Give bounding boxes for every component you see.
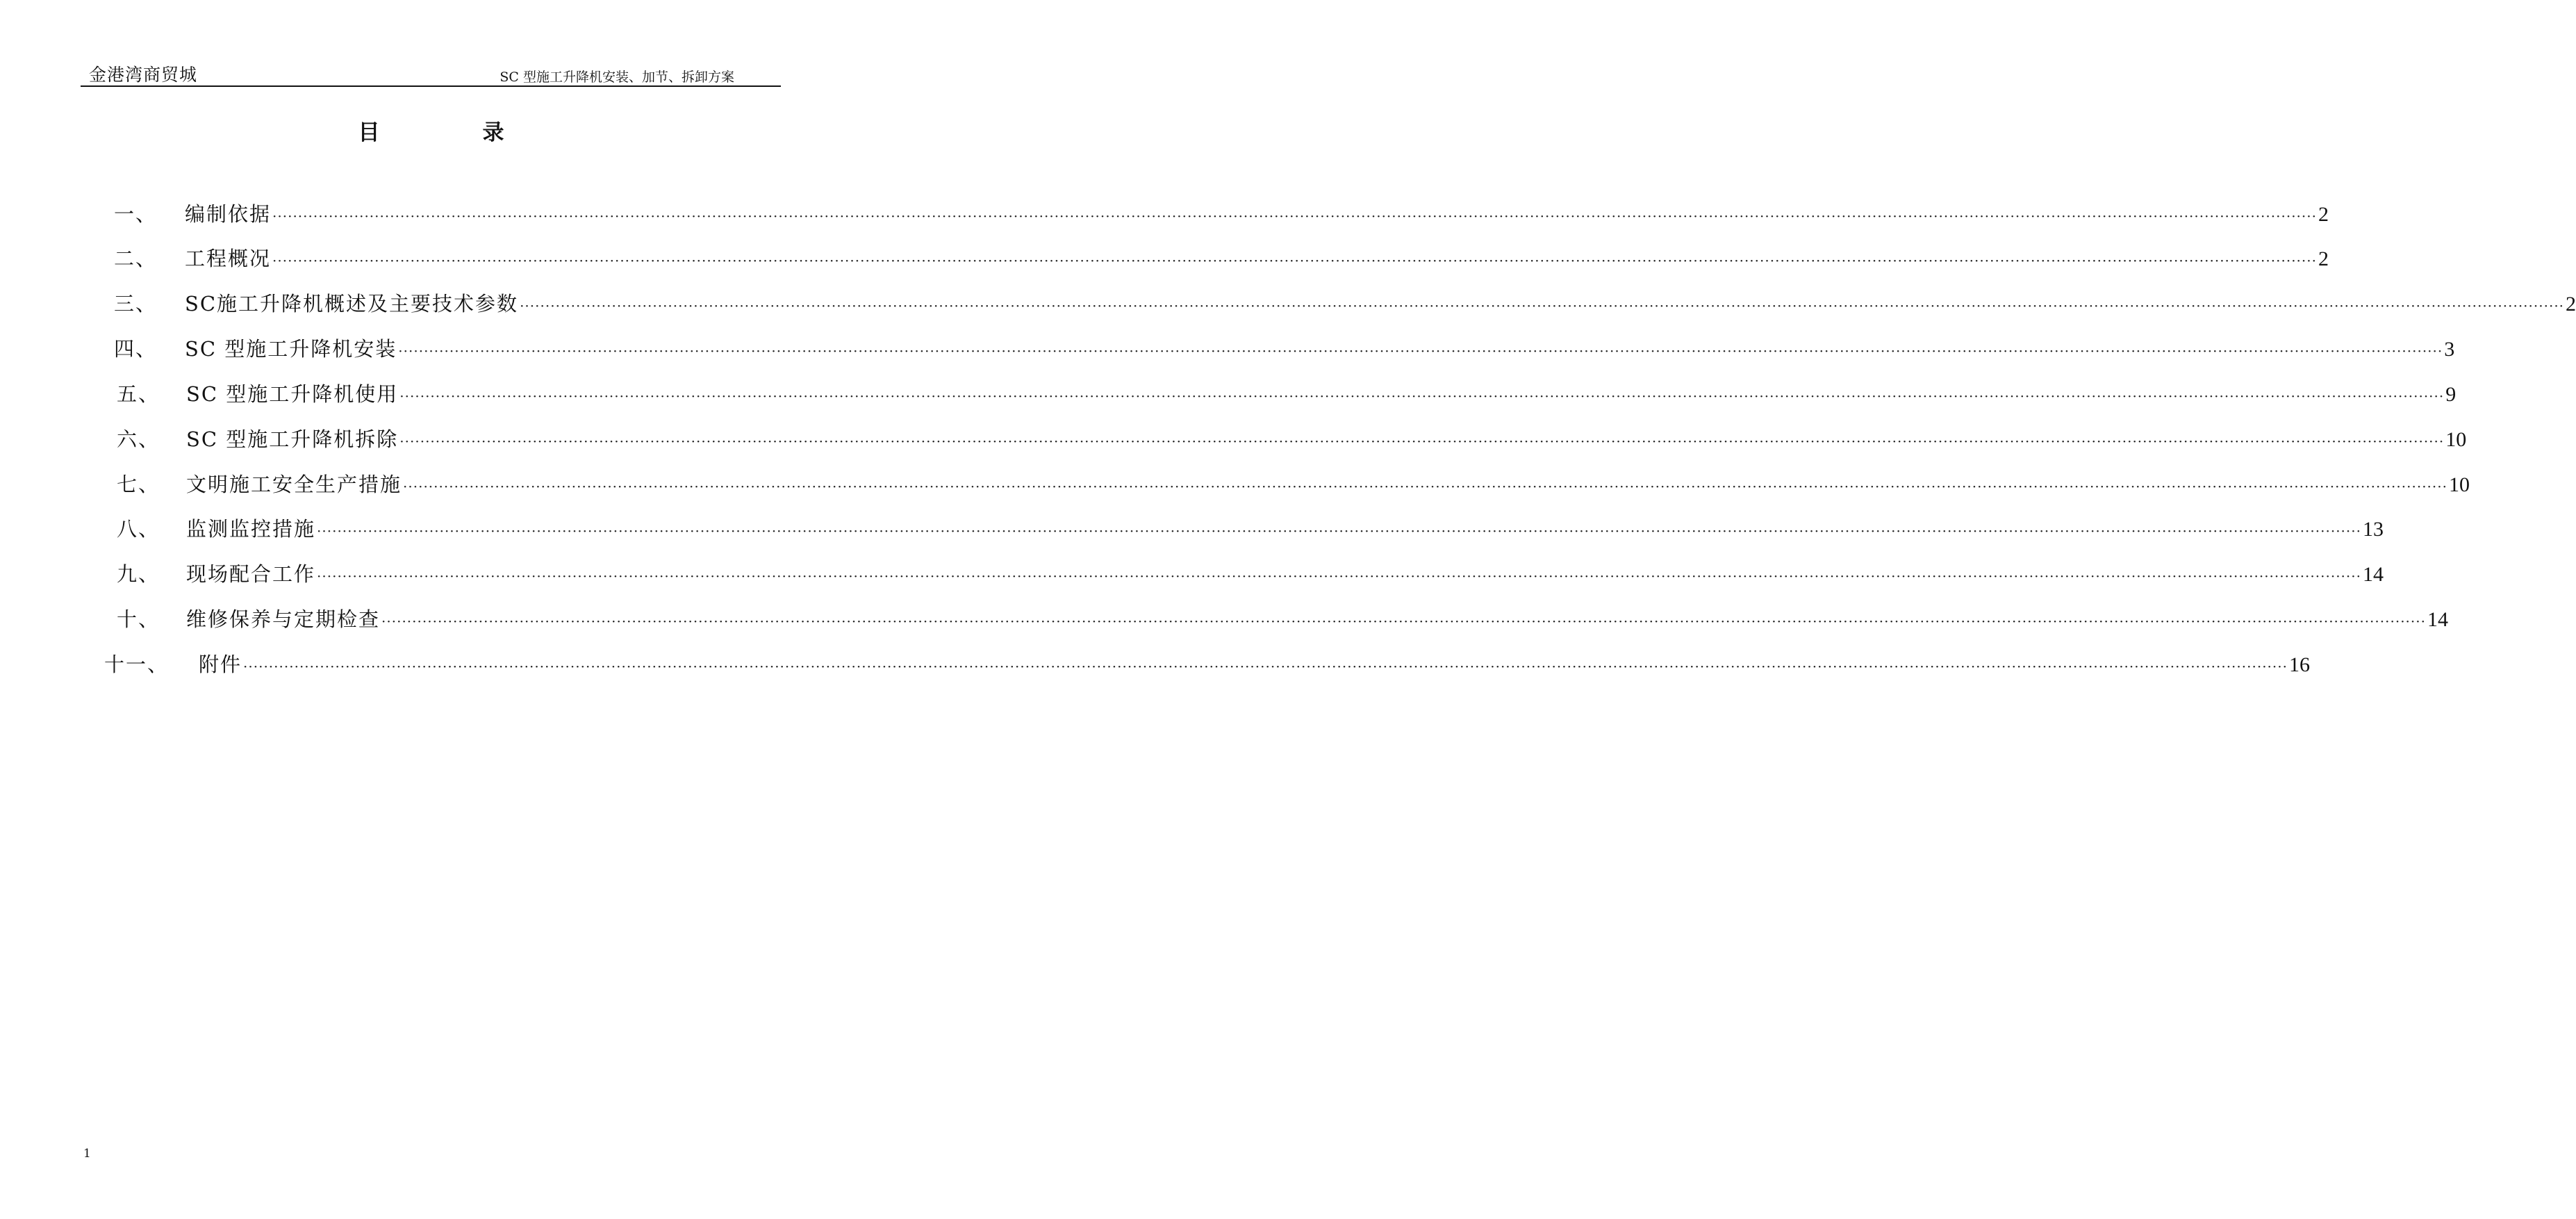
toc-entry-number: 六、 <box>117 427 160 451</box>
toc-entry-page: 3 <box>2444 338 2455 361</box>
toc-entry-body <box>186 471 2470 500</box>
toc-entry-label: SC 型施工升降机使用 <box>186 382 399 406</box>
toc-leader-dots: ················································································································································································································································································································································································································ <box>272 252 2317 269</box>
toc-entry-body <box>185 335 2455 365</box>
toc-entry-body <box>186 560 2384 590</box>
toc-leader-dots: ················································································································································································································································································································································································································ <box>243 658 2288 675</box>
toc-entry-page: 14 <box>2427 608 2448 631</box>
toc-entry-label: 维修保养与定期检查 <box>186 607 381 631</box>
toc-entry-number: 二、 <box>114 247 158 270</box>
toc-entry-label: SC 型施工升降机拆除 <box>186 427 399 451</box>
toc-entry-page: 10 <box>2445 428 2467 451</box>
toc-entry-body <box>185 200 2329 230</box>
toc-entry[interactable] <box>0 200 2329 228</box>
toc-entry-number: 四、 <box>114 337 158 361</box>
toc-leader-dots: ················································································································································································································································································································································································································ <box>399 433 2445 450</box>
toc-entry-page: 10 <box>2448 473 2470 496</box>
toc-entry-page: 2 <box>2566 293 2576 316</box>
toc-leader-dots: ················································································································································································································································································································································································································ <box>399 388 2445 404</box>
toc-leader-dots: ················································································································································································································································································································································································································ <box>317 523 2361 539</box>
toc-title <box>0 115 862 146</box>
toc-entry[interactable] <box>0 335 2455 363</box>
toc-entry[interactable] <box>0 560 2384 588</box>
toc-leader-dots: ················································································································································································································································································································································································································ <box>317 568 2361 584</box>
toc-entry[interactable] <box>0 605 2448 633</box>
toc-leader-dots: ················································································································································································································································································································································································································ <box>398 343 2443 359</box>
toc-entry-body <box>185 290 2576 320</box>
toc-entry-number: 七、 <box>117 473 160 496</box>
toc-entry[interactable] <box>0 651 2310 678</box>
toc-entry-number: 一、 <box>114 202 158 226</box>
toc-entry-label: 附件 <box>199 653 242 676</box>
header-divider <box>81 85 781 87</box>
toc-entry-label: 编制依据 <box>185 202 272 226</box>
toc-entry-page: 13 <box>2362 518 2384 541</box>
toc-leader-dots: ················································································································································································································································································································································································································ <box>272 208 2317 224</box>
toc-entry-number: 十一、 <box>104 653 170 676</box>
toc-entry-body <box>186 380 2457 410</box>
toc-leader-dots: ················································································································································································································································································································································································································ <box>403 478 2447 495</box>
toc-entry-page: 14 <box>2362 563 2384 586</box>
toc-entry-page: 2 <box>2318 203 2329 226</box>
header-company: 金港湾商贸城 <box>89 65 198 85</box>
toc-leader-dots: ················································································································································································································································································································································································································ <box>381 613 2426 630</box>
toc-entry[interactable] <box>0 471 2470 498</box>
toc-entry[interactable] <box>0 245 2329 272</box>
toc-entry-body <box>186 515 2384 545</box>
toc-entry-label: 文明施工安全生产措施 <box>186 473 402 496</box>
toc-entry-number: 九、 <box>117 562 160 586</box>
toc-entry-label: SC 型施工升降机安装 <box>185 337 397 361</box>
toc-entry-label: SC施工升降机概述及主要技术参数 <box>185 292 519 316</box>
toc-entry-page: 9 <box>2445 383 2457 406</box>
toc-entry-label: 工程概况 <box>185 247 272 270</box>
header-document-title: SC 型施工升降机安装、加节、拆卸方案 <box>499 69 734 85</box>
toc-entry-body <box>199 651 2310 680</box>
toc-entry[interactable] <box>0 515 2384 543</box>
toc-entry[interactable] <box>0 380 2457 408</box>
page-number: 1 <box>83 1147 91 1161</box>
toc-entry-body <box>186 605 2448 635</box>
toc-entry[interactable] <box>0 290 2576 318</box>
toc-entry[interactable] <box>0 425 2467 453</box>
toc-title-char: 目 <box>358 120 483 145</box>
toc-title-char: 录 <box>482 120 607 145</box>
toc-entry-label: 现场配合工作 <box>186 562 316 586</box>
toc-entry-number: 三、 <box>114 292 158 316</box>
toc-entry-number: 八、 <box>117 517 160 541</box>
toc-entry-body <box>186 425 2467 455</box>
toc-entry-number: 十、 <box>117 607 160 631</box>
toc-entry-number: 五、 <box>117 382 160 406</box>
toc-entry-label: 监测监控措施 <box>186 517 316 541</box>
toc-entry-page: 16 <box>2288 653 2310 676</box>
toc-entry-body <box>185 245 2329 275</box>
toc-leader-dots: ················································································································································································································································································································································································································ <box>520 297 2565 314</box>
toc-entry-page: 2 <box>2318 247 2329 270</box>
